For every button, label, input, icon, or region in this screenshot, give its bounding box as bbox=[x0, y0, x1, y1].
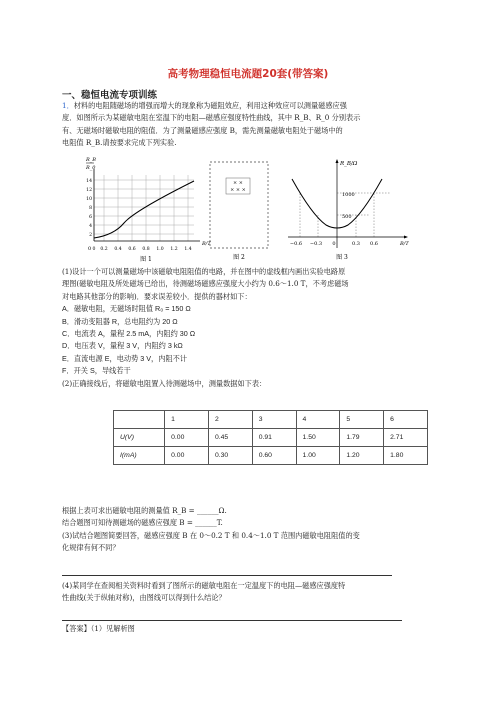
table-header-row bbox=[114, 411, 428, 429]
part-4-block bbox=[62, 580, 434, 605]
fig1-xtick: 1.4 bbox=[184, 247, 192, 252]
part-2-rb-line: 根据上表可求出磁敏电阻的测量值 R_B = ______Ω. bbox=[62, 506, 227, 515]
fig1-xtick: 0.6 bbox=[128, 247, 136, 252]
fig1-xtick: 0.2 bbox=[100, 247, 108, 252]
fig1-ytick: 2 bbox=[89, 233, 92, 238]
equipment-b: B．滑动变阻器 R，总电阻约为 20 Ω bbox=[62, 316, 178, 326]
field-marks-bottom: × × × bbox=[230, 187, 246, 193]
table-cell: 0.30 bbox=[208, 447, 252, 465]
table-cell: 0.45 bbox=[208, 429, 252, 447]
part-1-block bbox=[62, 266, 434, 390]
figure-3-graph bbox=[280, 153, 415, 265]
table-cell: 5 bbox=[340, 411, 384, 429]
question-number: 1． bbox=[62, 101, 74, 110]
fig1-ytick: 14 bbox=[86, 179, 92, 184]
table-cell: 1 bbox=[165, 411, 209, 429]
fig1-xtick: 0.8 bbox=[142, 247, 150, 252]
part-2-answers bbox=[62, 505, 434, 555]
table-cell: 0.00 bbox=[165, 429, 209, 447]
part-1-line-3: 对电路其他部分的影响)．要求误差较小．提供的器材如下： bbox=[62, 291, 252, 301]
fig2-caption: 图 2 bbox=[233, 254, 245, 261]
table-cell: 0.91 bbox=[252, 429, 296, 447]
fig3-xtick: −0.3 bbox=[309, 241, 323, 247]
fig1-xtick: 0.4 bbox=[114, 247, 122, 252]
page-title: 高考物理稳恒电流题20套(带答案) bbox=[167, 68, 329, 80]
table-cell: 1.50 bbox=[296, 429, 340, 447]
equipment-d: D．电压表 V，量程 3 V，内阻约 3 kΩ bbox=[62, 341, 183, 351]
intro-line-1: 材料的电阻随磁场的增强而增大的现象称为磁阻效应，利用这种效应可以测量磁感应强 bbox=[73, 101, 347, 110]
equipment-a: A．磁敏电阻，无磁场时阻值 R₀ = 150 Ω bbox=[62, 304, 191, 314]
table-cell: 1.80 bbox=[384, 447, 428, 465]
fig3-xtick: 0 bbox=[332, 241, 336, 247]
answer-label: 【答案】（1）见解析图 bbox=[62, 624, 135, 633]
section-heading: 一、稳恒电流专项训练 bbox=[62, 90, 158, 101]
table-cell: 1.00 bbox=[296, 447, 340, 465]
fig3-xtick: 0.3 bbox=[352, 241, 360, 247]
table-cell: 4 bbox=[296, 411, 340, 429]
fig1-ylabel-bottom: R_0 bbox=[86, 165, 96, 171]
fig3-ytick-high: 1000 bbox=[342, 192, 355, 198]
fig1-caption: 图 1 bbox=[140, 256, 152, 263]
part-3-line-2: 化规律有何不同？ bbox=[62, 543, 120, 553]
fig1-ytick: 8 bbox=[89, 206, 92, 211]
fig1-ytick: 6 bbox=[89, 215, 92, 220]
intro-line-2: 度．如图所示为某磁敏电阻在室温下的电阻—磁感应强度特性曲线，其中 R_B、R_0 分别表示 bbox=[62, 113, 361, 123]
part-4-line-2: 性曲线(关于纵轴对称)，由图线可以得到什么结论？ bbox=[62, 593, 226, 603]
fig1-ytick: 4 bbox=[89, 224, 92, 229]
fig3-xlabel: B/T bbox=[400, 241, 409, 247]
table-cell: 0.60 bbox=[252, 447, 296, 465]
table-cell: U(V) bbox=[114, 429, 165, 447]
table-row bbox=[114, 447, 428, 465]
fig1-xtick: 0 bbox=[92, 247, 96, 252]
part-4-line-1: (4)某同学在查阅相关资料时看到了图所示的磁敏电阻在一定温度下的电阻—磁感应强度特 bbox=[62, 581, 346, 590]
equipment-c: C．电流表 A，量程 2.5 mA，内阻约 30 Ω bbox=[62, 329, 196, 339]
fig1-xtick: 1.0 bbox=[156, 247, 164, 252]
fig1-ytick: 10 bbox=[86, 197, 92, 202]
field-marks-top: × × bbox=[233, 180, 243, 186]
part-1-line-1: (1)设计一个可以测量磁场中该磁敏电阻阻值的电路，并在图中的虚线框内画出实验电路原 bbox=[62, 267, 346, 276]
question-intro bbox=[62, 100, 434, 150]
fig1-ylabel-top: R_B bbox=[86, 157, 96, 163]
answer-blank-line bbox=[62, 575, 392, 576]
equipment-e: E．直流电源 E，电动势 3 V，内阻不计 bbox=[62, 353, 187, 363]
fig3-xtick: −0.6 bbox=[289, 241, 303, 247]
part-1-line-2: 理图(磁敏电阻及所处磁场已给出，待测磁场磁感应强度大小约为 0.6～1.0 T，不考虑磁场 bbox=[62, 279, 349, 289]
figure-2-circuit-box bbox=[206, 160, 274, 262]
table-cell: 2 bbox=[208, 411, 252, 429]
fig3-xtick: 0.6 bbox=[370, 241, 378, 247]
fig3-ytick-low: 500 bbox=[342, 214, 352, 220]
table-cell: 6 bbox=[384, 411, 428, 429]
intro-line-4: 电阻值 R_B.请按要求完成下列实验. bbox=[62, 138, 177, 148]
table-row bbox=[114, 429, 428, 447]
table-cell bbox=[114, 411, 165, 429]
table-cell: I(mA) bbox=[114, 447, 165, 465]
equipment-f: F．开关 S，导线若干 bbox=[62, 366, 131, 376]
part-2-b-line: 结合题图可知待测磁场的磁感应强度 B = ______T. bbox=[62, 518, 223, 528]
fig3-caption: 图 3 bbox=[336, 254, 348, 261]
table-cell: 3 bbox=[252, 411, 296, 429]
table-cell: 1.79 bbox=[340, 429, 384, 447]
answer-blank-line bbox=[62, 620, 402, 621]
fig1-xlabel: B/T bbox=[202, 241, 211, 247]
intro-line-3: 有、无磁场时磁敏电阻的阻值．为了测量磁感应强度 B，需先测量磁敏电阻处于磁场中的 bbox=[62, 125, 343, 135]
fig3-ylabel: R_B/Ω bbox=[340, 161, 358, 167]
table-cell: 2.71 bbox=[384, 429, 428, 447]
part-3-line-1: (3)试结合题图简要回答，磁感应强度 B 在 0～0.2 T 和 0.4～1.0 T 范围内磁敏电阻阻值的变 bbox=[62, 530, 360, 540]
table-cell: 0.00 bbox=[165, 447, 209, 465]
table-cell: 1.20 bbox=[340, 447, 384, 465]
fig1-origin: 0 bbox=[88, 246, 92, 252]
measurement-table bbox=[113, 410, 428, 465]
fig1-xtick: 1.2 bbox=[170, 247, 178, 252]
fig1-ytick: 12 bbox=[86, 188, 92, 193]
figure-1-graph bbox=[84, 153, 214, 265]
part-2-intro: (2)正确接线后，将磁敏电阻置入待测磁场中，测量数据如下表： bbox=[62, 378, 267, 388]
